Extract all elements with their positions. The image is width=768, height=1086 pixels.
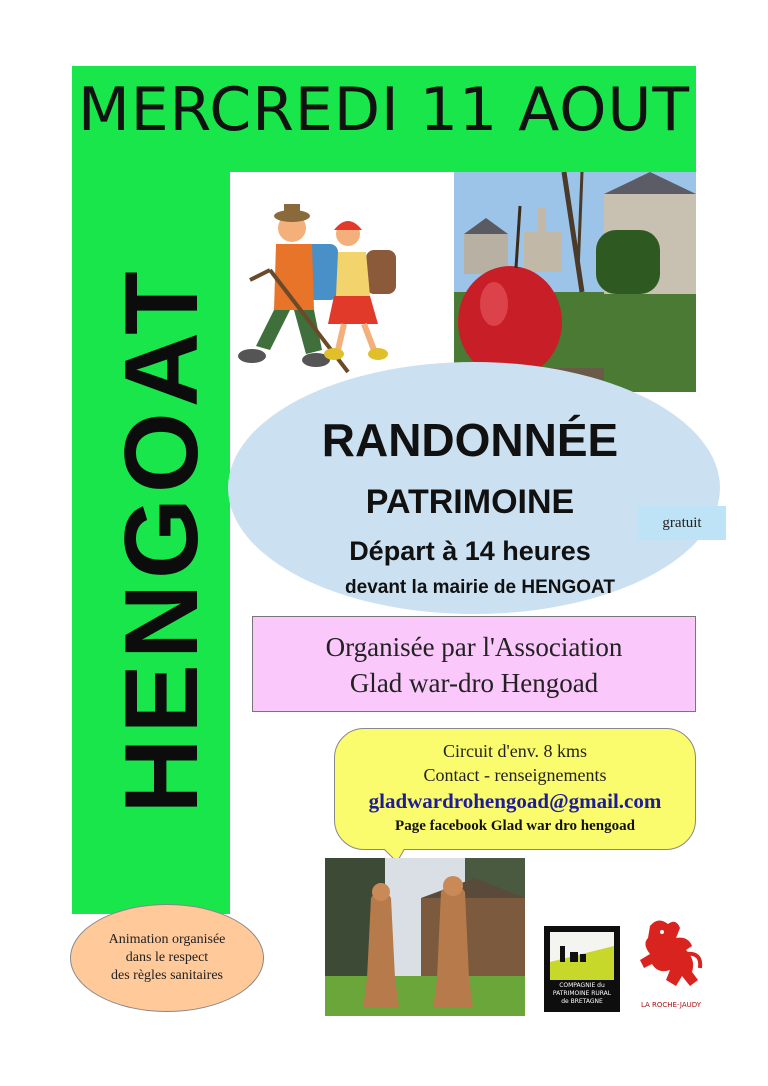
lion-crest-logo <box>636 916 706 998</box>
organizer-line-2: Glad war-dro Hengoad <box>349 668 599 698</box>
patrimoine-rural-logo <box>544 926 620 1012</box>
notice-line-2: dans le respect <box>125 950 209 965</box>
logo-text-2: PATRIMOINE RURAL <box>552 990 612 997</box>
contact-bubble <box>334 728 696 850</box>
event-subtitle: PATRIMOINE <box>365 483 575 521</box>
organizer-box <box>252 616 696 712</box>
event-title: RANDONNÉE <box>321 414 619 466</box>
facebook-page: Page facebook Glad war dro hengoad <box>395 818 635 834</box>
logo-text-3: de BRETAGNE <box>561 998 603 1005</box>
lion-logo-caption: LA ROCHE-JAUDY <box>640 1001 702 1009</box>
meeting-location: devant la mairie de HENGOAT <box>345 577 615 598</box>
logo-text-1: COMPAGNIE du <box>559 982 605 989</box>
notice-line-1: Animation organisée <box>108 932 226 947</box>
contact-label: Contact - renseignements <box>423 765 607 785</box>
town-name-vertical: HENGOAT <box>104 266 220 814</box>
circuit-length: Circuit d'env. 8 kms <box>442 741 588 761</box>
event-date-title: MERCREDI 11 AOUT <box>77 75 691 145</box>
organizer-line-1: Organisée par l'Association <box>325 632 623 662</box>
wooden-statues-photo <box>325 858 525 1016</box>
giant-apple-photo <box>454 172 696 392</box>
contact-email[interactable]: gladwardrohengoad@gmail.com <box>368 789 662 813</box>
notice-line-3: des règles sanitaires <box>111 968 223 983</box>
sanitary-notice <box>70 904 264 1012</box>
free-badge: gratuit <box>638 506 726 540</box>
departure-time: Départ à 14 heures <box>349 536 591 566</box>
hikers-illustration <box>230 200 406 380</box>
